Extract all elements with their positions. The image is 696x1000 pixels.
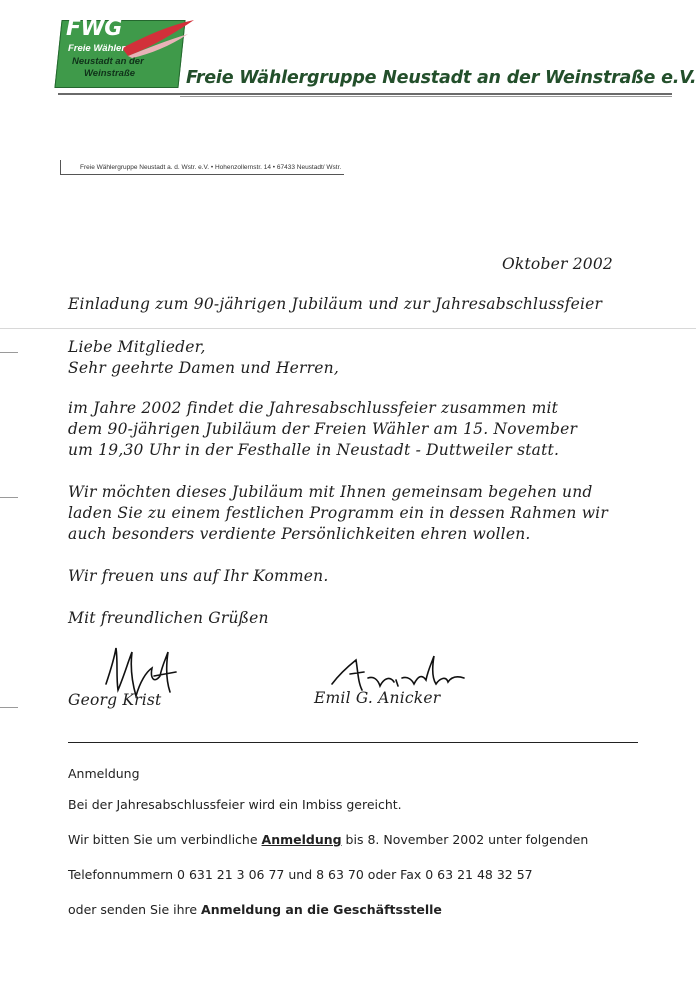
registration-line-2-pre: Wir bitten Sie um verbindliche xyxy=(68,832,262,847)
letter-date: Oktober 2002 xyxy=(502,255,613,273)
paragraph-1-line: dem 90-jährigen Jubiläum der Freien Wähler am 15. November xyxy=(68,420,578,438)
logo-text-line-3: Weinstraße xyxy=(84,68,136,79)
sender-address-line: Freie Wählergruppe Neustadt a. d. Wstr. e.V. • Hohenzollernstr. 14 • 67433 Neustadt/ Wstr. xyxy=(80,164,342,171)
registration-divider xyxy=(68,742,638,743)
paragraph-1-line: um 19,30 Uhr in der Festhalle in Neustadt - Duttweiler statt. xyxy=(68,441,560,459)
closing-phrase: Mit freundlichen Grüßen xyxy=(68,609,269,627)
address-window-mark xyxy=(60,160,61,174)
registration-line-3: Telefonnummern 0 631 21 3 06 77 und 8 63 70 oder Fax 0 63 21 48 32 57 xyxy=(68,867,533,882)
paragraph-3: Wir freuen uns auf Ihr Kommen. xyxy=(68,567,329,585)
signatory-1-name: Georg Krist xyxy=(68,691,162,709)
header-divider-thin xyxy=(180,96,672,97)
paragraph-1-line: im Jahre 2002 findet die Jahresabschlussfeier zusammen mit xyxy=(68,399,559,417)
organization-name: Freie Wählergruppe Neustadt an der Weinstraße e.V. xyxy=(186,68,696,88)
registration-keyword: Anmeldung xyxy=(261,832,342,847)
registration-line-1: Bei der Jahresabschlussfeier wird ein Imbiss gereicht. xyxy=(68,797,402,812)
logo-abbreviation: FWG xyxy=(66,16,122,41)
scan-fold-line xyxy=(0,328,696,329)
logo-text-line-1: Freie Wähler xyxy=(68,43,126,54)
fold-mark xyxy=(0,352,18,353)
registration-title: Anmeldung xyxy=(68,766,140,781)
paragraph-2-line: Wir möchten dieses Jubiläum mit Ihnen gemeinsam begehen und xyxy=(68,483,593,501)
address-divider xyxy=(60,174,344,175)
paragraph-2-line: laden Sie zu einem festlichen Programm ein in dessen Rahmen wir xyxy=(68,504,608,522)
registration-line-4-pre: oder senden Sie ihre xyxy=(68,902,202,917)
registration-office: Anmeldung an die Geschäftsstelle xyxy=(201,902,442,917)
registration-line-2 xyxy=(68,832,588,847)
fold-mark xyxy=(0,707,18,708)
letter-subject: Einladung zum 90-jährigen Jubiläum und zur Jahresabschlussfeier xyxy=(68,295,603,313)
salutation-line-2: Sehr geehrte Damen und Herren, xyxy=(68,359,339,377)
punch-mark xyxy=(0,497,18,498)
registration-line-2-post: bis 8. November 2002 unter folgenden xyxy=(341,832,589,847)
logo-text-line-2: Neustadt an der xyxy=(72,56,144,67)
paragraph-2-line: auch besonders verdiente Persönlichkeiten ehren wollen. xyxy=(68,525,531,543)
logo-swoosh-icon xyxy=(118,18,196,58)
salutation-line-1: Liebe Mitglieder, xyxy=(68,338,206,356)
header-divider xyxy=(58,93,672,95)
signatory-2-name: Emil G. Anicker xyxy=(314,689,441,707)
registration-line-4 xyxy=(68,902,442,917)
